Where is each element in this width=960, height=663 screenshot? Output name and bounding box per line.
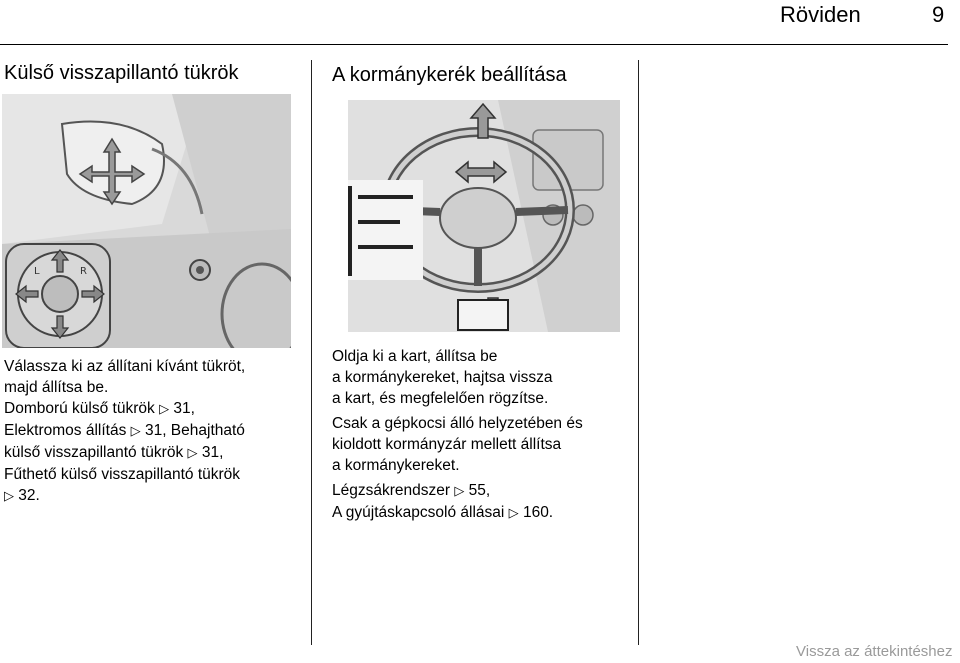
steering-text-line: a kart, és megfelelően rögzítse. [332, 390, 549, 407]
mirror-ref[interactable]: 31, Behajtható [140, 422, 245, 439]
steering-text-link: Légzsákrendszer [332, 482, 451, 499]
steering-section-title: A kormánykerék beállítása [332, 64, 567, 86]
mirror-text-line: majd állítsa be. [4, 379, 109, 396]
mirror-ref[interactable]: 32. [14, 487, 40, 504]
mirror-text-link: Elektromos állítás [4, 422, 127, 439]
back-to-overview-link[interactable]: Vissza az áttekintéshez [796, 643, 953, 660]
steering-text-line: a kormánykereket. [332, 457, 460, 474]
steering-text-link: A gyújtáskapcsoló állásai [332, 504, 505, 521]
triangle-right-icon: ▷ [454, 484, 465, 499]
mirror-description [4, 356, 304, 507]
triangle-right-icon: ▷ [130, 424, 141, 439]
mirror-ref[interactable]: 31, [197, 444, 224, 461]
triangle-right-icon: ▷ [508, 506, 519, 521]
header-divider [0, 44, 948, 45]
column-divider-right [638, 60, 639, 645]
triangle-right-icon: ▷ [159, 402, 170, 417]
mirror-text-link: Fűthető külső visszapillantó tükrök [4, 466, 241, 483]
mirror-illustration [2, 94, 291, 348]
header-section-title: Röviden [780, 2, 861, 27]
column-divider-center [311, 60, 312, 645]
ignition-ref[interactable]: 160. [518, 504, 554, 521]
steering-text-line: Csak a gépkocsi álló helyzetében és [332, 415, 583, 432]
mirror-text-line: Válassza ki az állítani kívánt tükröt, [4, 358, 246, 375]
steering-text-line: a kormánykereket, hajtsa vissza [332, 369, 553, 386]
svg-text:L: L [34, 266, 40, 277]
triangle-right-icon: ▷ [4, 489, 14, 504]
mirror-ref[interactable]: 31, [169, 400, 195, 417]
steering-text-line: Oldja ki a kart, állítsa be [332, 348, 498, 365]
mirror-text-link: külső visszapillantó tükrök [4, 444, 184, 461]
airbag-ref[interactable]: 55, [464, 482, 491, 499]
steering-description [332, 346, 632, 524]
page-number: 9 [932, 2, 945, 27]
triangle-right-icon: ▷ [187, 446, 198, 461]
svg-text:R: R [80, 266, 87, 277]
steering-wheel-illustration [348, 100, 620, 332]
mirror-text-link: Domború külső tükrök [4, 400, 155, 417]
steering-text-line: kioldott kormányzár mellett állítsa [332, 436, 562, 453]
mirror-section-title: Külső visszapillantó tükrök [4, 62, 239, 84]
